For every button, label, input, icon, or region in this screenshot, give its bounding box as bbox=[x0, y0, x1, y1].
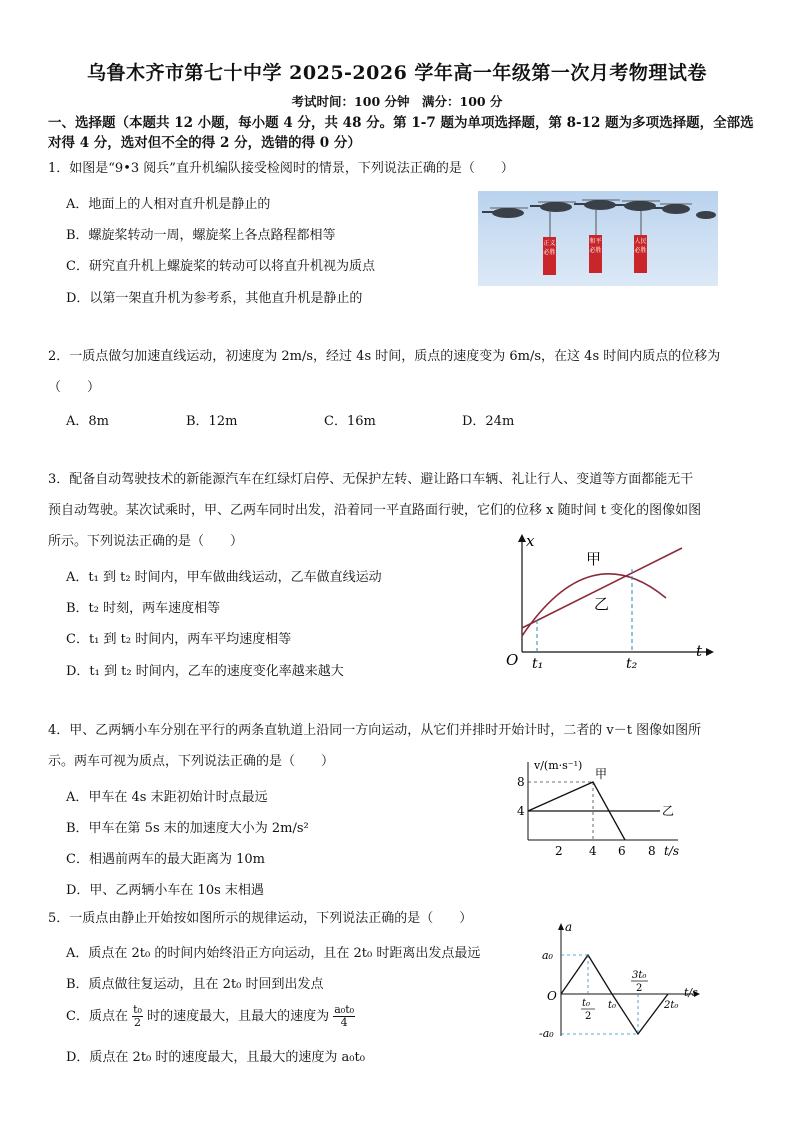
q1-option-d: D．以第一架直升机为参考系，其他直升机是静止的 bbox=[66, 291, 363, 306]
q1-option-a: A．地面上的人相对直升机是静止的 bbox=[66, 197, 271, 212]
q4-xtick-8: 8 bbox=[648, 844, 656, 858]
section-header: 一、选择题（本题共 12 小题，每小题 4 分，共 48 分。第 1-7 题为单项选择题，第 8-12 题为多项选择题，全部选对得 4 分，选对但不全的得 2 分，选错的得 0 分） bbox=[48, 115, 754, 151]
q5-t-label: t/s bbox=[684, 986, 698, 999]
q5-option-c-mid: 时的速度最大，且最大的速度为 bbox=[147, 1009, 330, 1024]
helicopter-photo bbox=[478, 191, 718, 286]
q5-t0-label: t₀ bbox=[608, 1000, 617, 1011]
paper-title: 乌鲁木齐市第七十中学 2025-2026 学年高一年级第一次月考物理试卷 bbox=[87, 62, 707, 84]
q4-xtick-4: 4 bbox=[589, 844, 597, 858]
q5-half-t0-den: 2 bbox=[585, 1011, 592, 1022]
q5-c-frac-num: t₀ bbox=[133, 1003, 142, 1016]
q3-x-label: x bbox=[526, 532, 535, 550]
q4-stem-line2: 示。两车可视为质点，下列说法正确的是（ ） bbox=[48, 754, 335, 769]
q5-at-graph bbox=[536, 918, 716, 1048]
q5-stem: 5．一质点由静止开始按如图所示的规律运动，下列说法正确的是（ ） bbox=[48, 911, 473, 926]
q4-option-b: B．甲车在第 5s 末的加速度大小为 2m/s² bbox=[66, 821, 309, 836]
q5-a-label: a bbox=[565, 920, 573, 934]
q2-option-d: D．24m bbox=[462, 414, 515, 429]
q2-option-a: A．8m bbox=[66, 414, 109, 429]
q3-origin-label: O bbox=[506, 651, 519, 669]
q4-ytick-4: 4 bbox=[517, 804, 525, 818]
q3-stem-line1: 3．配备自动驾驶技术的新能源汽车在红绿灯启停、无保护左转、避让路口车辆、礼让行人、变道等方面都能无干 bbox=[48, 472, 694, 487]
q2-option-b: B．12m bbox=[186, 414, 238, 429]
q1-stem: 1．如图是“9•3 阅兵”直升机编队接受检阅时的情景，下列说法正确的是（ ） bbox=[48, 161, 514, 176]
q5-c-val-den: 4 bbox=[340, 1016, 348, 1029]
q4-option-d: D．甲、乙两辆小车在 10s 末相遇 bbox=[66, 883, 264, 898]
q3-line-yi bbox=[522, 548, 682, 628]
q4-option-c: C．相遇前两车的最大距离为 10m bbox=[66, 852, 265, 867]
q4-t-label: t/s bbox=[664, 844, 680, 858]
q4-v-label: v/(m·s⁻¹) bbox=[534, 759, 583, 772]
q5-option-d: D．质点在 2t₀ 时的速度最大，且最大的速度为 a₀t₀ bbox=[66, 1050, 365, 1065]
q5-a0-label: a₀ bbox=[542, 949, 553, 962]
q5-option-a: A．质点在 2t₀ 的时间内始终沿正方向运动，且在 2t₀ 时距离出发点最远 bbox=[66, 946, 481, 961]
q5-origin-label: O bbox=[547, 989, 557, 1003]
q3-t-label: t bbox=[696, 642, 703, 660]
q5-option-c-pre: C．质点在 bbox=[66, 1009, 128, 1024]
q5-c-val-num: a₀t₀ bbox=[334, 1003, 355, 1016]
q3-yi-label: 乙 bbox=[594, 595, 610, 613]
q3-stem-line2: 预自动驾驶。某次试乘时，甲、乙两车同时出发，沿着同一平直路面行驶，它们的位移 x 随时间 t 变化的图像如图 bbox=[48, 503, 702, 518]
q2-option-c: C．16m bbox=[324, 414, 376, 429]
q3-t1-label: t₁ bbox=[532, 656, 544, 672]
q5-2t0-label: 2t₀ bbox=[664, 1000, 679, 1011]
q3-option-d: D．t₁ 到 t₂ 时间内，乙车的速度变化率越来越大 bbox=[66, 664, 344, 679]
q2-stem: 2．一质点做匀加速直线运动，初速度为 2m/s，经过 4s 时间，质点的速度变为 6m/s，在这 4s 时间内质点的位移为（ ） bbox=[48, 349, 721, 395]
q3-t-arrow-icon bbox=[706, 648, 714, 656]
banner-heping: 和平必胜 bbox=[589, 235, 602, 273]
q3-option-b: B．t₂ 时刻，两车速度相等 bbox=[66, 601, 221, 616]
banner-zhengyi: 正义必胜 bbox=[543, 237, 556, 275]
q4-ytick-8: 8 bbox=[517, 775, 525, 789]
q5-3half-num: 3t₀ bbox=[632, 970, 647, 981]
q5-half-t0-num: t₀ bbox=[582, 998, 591, 1009]
q4-option-a: A．甲车在 4s 末距初始计时点最远 bbox=[66, 790, 268, 805]
q3-t2-label: t₂ bbox=[626, 656, 638, 672]
q5-neg-a0-label: -a₀ bbox=[539, 1027, 554, 1040]
q3-option-c: C．t₁ 到 t₂ 时间内，两车平均速度相等 bbox=[66, 632, 292, 647]
exam-info: 考试时间：100 分钟 满分：100 分 bbox=[291, 94, 503, 109]
q4-xtick-6: 6 bbox=[618, 844, 626, 858]
q4-stem-line1: 4．甲、乙两辆小车分别在平行的两条直轨道上沿同一方向运动，从它们并排时开始计时，二者的 v－t 图像如图所 bbox=[48, 723, 702, 738]
banner-renmin: 人民必胜 bbox=[634, 235, 647, 273]
q1-option-b: B．螺旋桨转动一周，螺旋桨上各点路程都相等 bbox=[66, 228, 336, 243]
q3-option-a: A．t₁ 到 t₂ 时间内，甲车做曲线运动，乙车做直线运动 bbox=[66, 570, 382, 585]
q3-x-arrow-icon bbox=[518, 534, 526, 542]
q4-xtick-2: 2 bbox=[555, 844, 563, 858]
q5-c-fraction-time bbox=[132, 1004, 143, 1029]
q5-3half-den: 2 bbox=[636, 983, 643, 994]
q5-c-frac-den: 2 bbox=[134, 1016, 142, 1029]
q3-jia-label: 甲 bbox=[586, 550, 602, 568]
q4-vt-graph bbox=[500, 756, 700, 860]
q5-option-c bbox=[66, 1004, 355, 1030]
q4-jia-label: 甲 bbox=[595, 767, 608, 781]
q5-option-b: B．质点做往复运动，且在 2t₀ 时回到出发点 bbox=[66, 977, 324, 992]
q4-yi-label: 乙 bbox=[662, 804, 675, 818]
q5-a-arrow-icon bbox=[558, 923, 564, 930]
q3-xt-graph bbox=[496, 532, 716, 674]
q3-stem-line3: 所示。下列说法正确的是（ ） bbox=[48, 534, 244, 549]
q1-option-c: C．研究直升机上螺旋桨的转动可以将直升机视为质点 bbox=[66, 259, 375, 274]
q5-c-fraction-speed bbox=[333, 1004, 355, 1029]
